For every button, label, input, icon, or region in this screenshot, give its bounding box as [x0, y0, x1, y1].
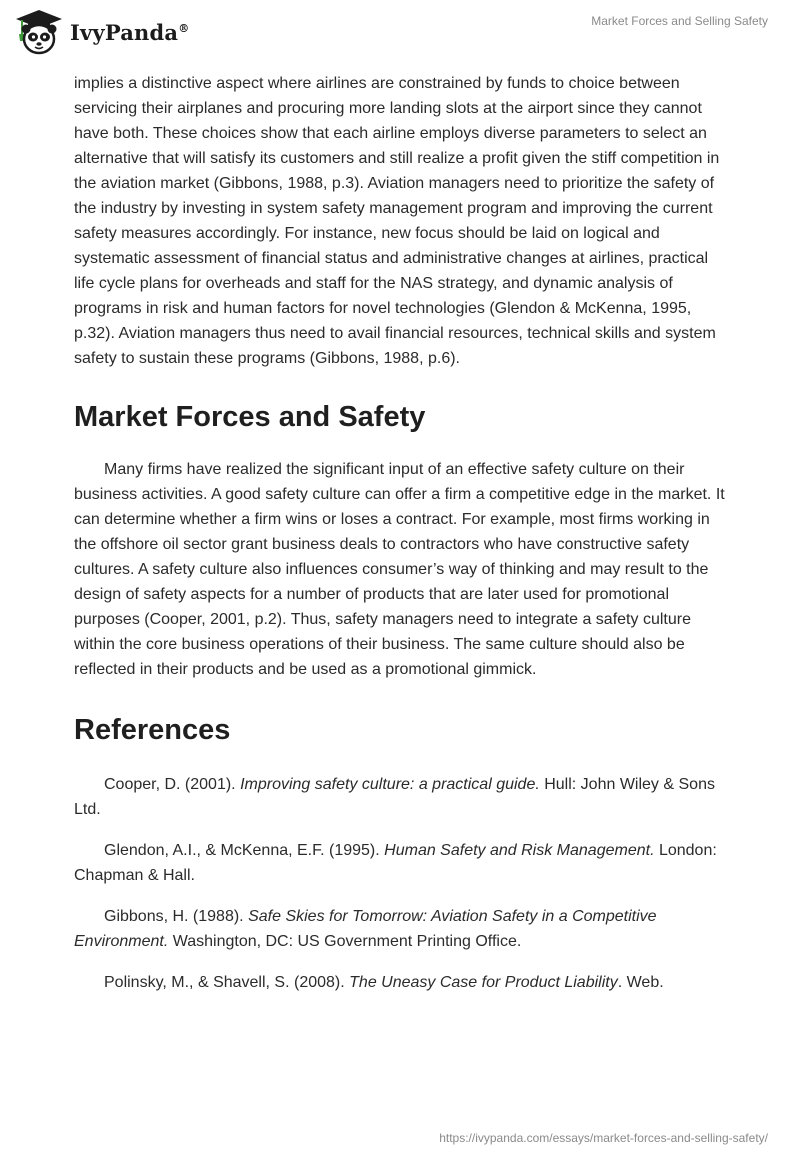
market-forces-paragraph: Many firms have realized the significant input of an effective safety culture on their business activities. A good safety culture can offer a firm a competitive edge in the market. It can determine whether a firm wins or loses a contract. For example, most firms working in the offshore oil sector grant business deals to contractors who have constructive safety cultures. A safety culture also influences consumer’s way of thinking and may result to the design of safety aspects for a number of products that are later used for promotional purposes (Cooper, 2001, p.2). Thus, safety managers need to integrate a safety culture within the core business operations of their business. The same culture should also be reflected in their products and be used as a promotional gimmick.: [74, 461, 725, 678]
source-url[interactable]: https://ivypanda.com/essays/market-forces-and-selling-safety/: [439, 1131, 768, 1145]
reference-item: Glendon, A.I., & McKenna, E.F. (1995). Human Safety and Risk Management. London: Chapman & Hall.: [74, 842, 717, 884]
ivypanda-logo[interactable]: [14, 8, 189, 56]
section-heading-market-forces: Market Forces and Safety: [74, 401, 426, 433]
references-list: [74, 772, 726, 995]
essay-body: [74, 71, 726, 1011]
page-header: [0, 0, 800, 70]
brand-name: IvyPanda®: [70, 19, 190, 45]
panda-graduate-icon: [14, 8, 64, 56]
intro-paragraph: implies a distinctive aspect where airlines are constrained by funds to choice between servicing their airplanes and procuring more landing slots at the airport since they cannot have both. These choices show that each airline employs diverse parameters to select an alternative that will satisfy its customers and still realize a profit given the stiff competition in the aviation market (Gibbons, 1988, p.3). Aviation managers need to prioritize the safety of the industry by investing in system safety management program and improving the current safety measures accordingly. For instance, new focus should be laid on logical and systematic assessment of financial status and administrative changes at airlines, practical life cycle plans for overheads and staff for the NAS strategy, and dynamic analysis of programs in risk and human factors for novel technologies (Glendon & McKenna, 1995, p.32). Aviation managers thus need to avail financial resources, technical skills and system safety to sustain these programs (Gibbons, 1988, p.6).: [74, 75, 720, 367]
reference-item: Gibbons, H. (1988). Safe Skies for Tomorrow: Aviation Safety in a Competitive Environment. Washington, DC: US Government Printing Office.: [74, 908, 657, 950]
reference-item: Polinsky, M., & Shavell, S. (2008). The Uneasy Case for Product Liability. Web.: [104, 974, 664, 991]
registered-mark: ®: [178, 21, 190, 35]
reference-item: Cooper, D. (2001). Improving safety culture: a practical guide. Hull: John Wiley & Sons Ltd.: [74, 776, 715, 818]
references-heading: References: [74, 714, 231, 746]
document-title: Market Forces and Selling Safety: [591, 14, 768, 28]
